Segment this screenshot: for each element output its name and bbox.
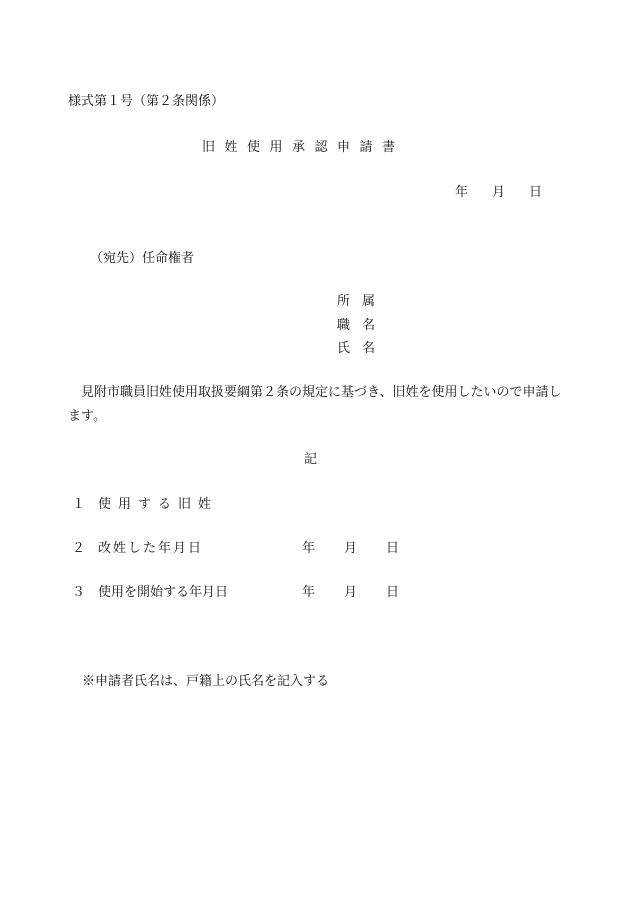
item-name-change-date-ymd — [302, 541, 399, 557]
item-label: 使用を開始する年月日 — [98, 585, 229, 600]
month-label: 月 — [344, 585, 358, 600]
item-number: ２ — [72, 541, 86, 556]
year-label: 年 — [302, 541, 316, 556]
item-label: 改姓した年月日 — [98, 541, 204, 556]
date-year-label: 年 — [455, 185, 469, 200]
item-former-surname — [72, 497, 218, 513]
date-month-label: 月 — [492, 185, 506, 200]
applicant-name-label: 氏名 — [337, 341, 388, 356]
ki-heading: 記 — [304, 452, 318, 467]
item-number: ３ — [72, 585, 86, 600]
footnote: ※申請者氏名は、戸籍上の氏名を記入する — [82, 674, 330, 689]
item-start-use-date-ymd — [302, 585, 399, 601]
month-label: 月 — [344, 541, 358, 556]
year-label: 年 — [302, 585, 316, 600]
addressee: （宛先）任命権者 — [90, 251, 195, 266]
day-label: 日 — [386, 541, 400, 556]
position-label: 職名 — [337, 318, 388, 333]
date-day-label: 日 — [529, 185, 543, 200]
form-number: 様式第１号（第２条関係） — [68, 94, 225, 109]
item-number: １ — [72, 497, 86, 512]
application-date — [455, 185, 542, 201]
affiliation-label: 所属 — [337, 294, 388, 309]
document-title: 旧姓使用承認申請書 — [202, 140, 405, 155]
item-name-change-date — [72, 541, 203, 557]
item-start-use-date — [72, 585, 228, 601]
item-label: 使用する旧姓 — [98, 497, 219, 512]
application-body-text: 見附市職員旧姓使用取扱要綱第２条の規定に基づき、旧姓を使用したいので申請します。 — [68, 385, 562, 424]
day-label: 日 — [386, 585, 400, 600]
